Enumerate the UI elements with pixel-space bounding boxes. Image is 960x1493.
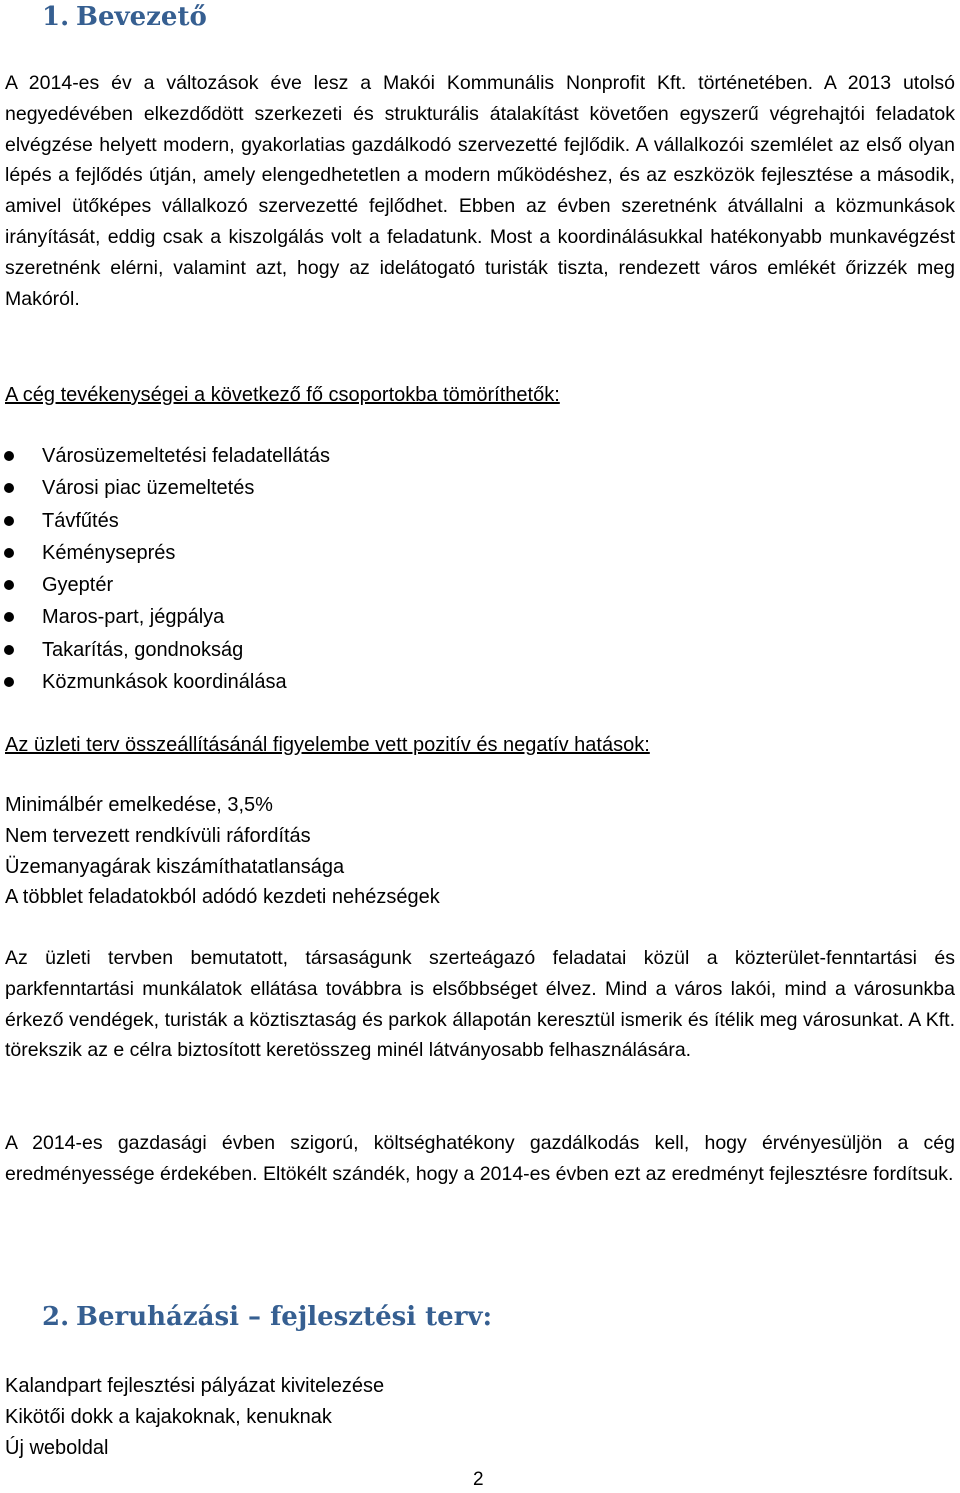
bullet-icon bbox=[4, 580, 14, 590]
list-item bbox=[0, 666, 330, 698]
investment-list bbox=[5, 1371, 384, 1463]
list-item bbox=[0, 569, 330, 601]
list-item: Kikötői dokk a kajakoknak, kenuknak bbox=[5, 1405, 332, 1428]
intro-paragraph: A 2014-es év a változások éve lesz a Makói Kommunális Nonprofit Kft. történetében. A 2013 utolsó negyedévében elkezdődött szerkezeti és strukturális átalakítást követően egyszerű végrehajtói feladatok elvégzése helyett modern, gyakorlatias gazdálkodó szervezetté fejlődik. A vállalkozói szemlélet az első olyan lépés a fejlődés útján, amely elengedhetetlen a modern működéshez, és az eszközök fejlesztése a második, amivel ütőképes vállalkozó szervezetté fejlődhet. Ebben az évben szeretnénk átvállalni a közmunkások irányítását, eddig csak a kiszolgálás volt a feladatunk. Most a koordinálásukkal hatékonyabb munkavégzést szeretnénk elérni, valamint azt, hogy az idelátogató turisták tiszta, rendezett város emlékét őrizzék meg Makóról. bbox=[5, 72, 955, 310]
activities-heading: A cég tevékenységei a következő fő csoportokba tömöríthetők: bbox=[5, 384, 560, 406]
list-item: Új weboldal bbox=[5, 1436, 109, 1459]
section-1-heading bbox=[42, 2, 207, 32]
list-item-text: Maros-part, jégpálya bbox=[42, 606, 225, 629]
list-item: Üzemanyagárak kiszámíthatatlansága bbox=[5, 855, 345, 878]
page-number: 2 bbox=[473, 1469, 484, 1490]
paragraph-3: A 2014-es gazdasági évben szigorú, költséghatékony gazdálkodás kell, hogy érvényesüljön a cég eredményessége érdekében. Eltökélt szándék, hogy a 2014-es évben ezt az eredményt fejlesztésre fordítsuk. bbox=[5, 1132, 955, 1185]
list-item bbox=[0, 440, 330, 472]
bullet-icon bbox=[4, 451, 14, 461]
section-2-title: Beruházási – fejlesztési terv: bbox=[76, 1302, 493, 1332]
effects-list bbox=[5, 790, 440, 913]
effects-heading: Az üzleti terv összeállításánál figyelembe vett pozitív és negatív hatások: bbox=[5, 734, 650, 756]
list-item-text: Gyeptér bbox=[42, 574, 114, 597]
list-item bbox=[0, 537, 330, 569]
list-item: Minimálbér emelkedése, 3,5% bbox=[5, 794, 273, 816]
section-1-title: Bevezető bbox=[76, 2, 207, 32]
section-1-number: 1. bbox=[42, 2, 70, 32]
list-item bbox=[0, 601, 330, 633]
bullet-icon bbox=[4, 645, 14, 655]
list-item: A többlet feladatokból adódó kezdeti nehézségek bbox=[5, 886, 440, 909]
bullet-icon bbox=[4, 548, 14, 558]
bullet-icon bbox=[4, 483, 14, 493]
list-item bbox=[0, 505, 330, 537]
list-item: Kalandpart fejlesztési pályázat kivitelezése bbox=[5, 1375, 385, 1397]
list-item bbox=[0, 634, 330, 666]
section-2-number: 2. bbox=[42, 1302, 70, 1332]
list-item: Nem tervezett rendkívüli ráfordítás bbox=[5, 824, 311, 847]
list-item-text: Közmunkások koordinálása bbox=[42, 671, 287, 694]
list-item-text: Kéményseprés bbox=[42, 541, 176, 564]
list-item-text: Városüzemeltetési feladatellátás bbox=[42, 445, 330, 467]
section-2-heading bbox=[42, 1302, 492, 1332]
list-item-text: Takarítás, gondnokság bbox=[42, 638, 244, 661]
bullet-icon bbox=[4, 516, 14, 526]
bullet-icon bbox=[4, 677, 14, 687]
list-item-text: Távfűtés bbox=[42, 509, 119, 532]
list-item-text: Városi piac üzemeltetés bbox=[42, 477, 255, 500]
paragraph-2: Az üzleti tervben bemutatott, társaságunk szerteágazó feladatai közül a közterület-fenntartási és parkfenntartási munkálatok ellátása továbbra is elsőbbséget élvez. Mind a város lakói, mind a városunkba érkező vendégek, turisták a köztisztaság és parkok állapotán keresztül ismerik és ítélik meg városunkat. A Kft. törekszik az e célra biztosított keretösszeg minél látványosabb felhasználására. bbox=[5, 947, 955, 1062]
activities-list bbox=[0, 440, 330, 698]
bullet-icon bbox=[4, 612, 14, 622]
list-item bbox=[0, 472, 330, 504]
